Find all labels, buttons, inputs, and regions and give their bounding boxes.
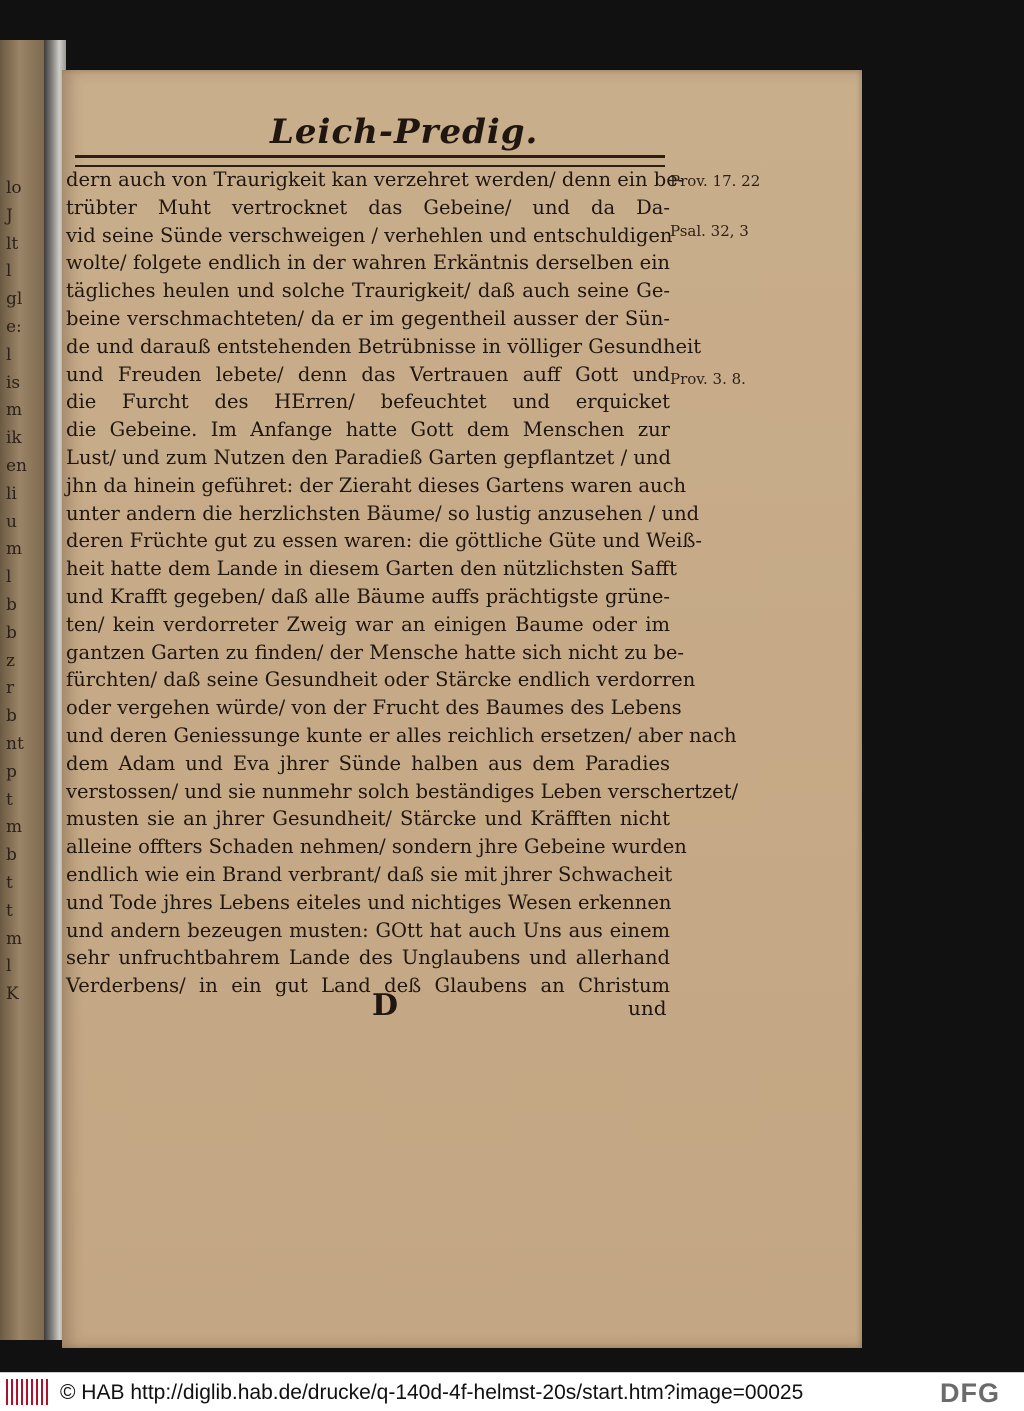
text-line: wolte/ folgete endlich in der wahren Erkäntnis derselben ein <box>66 251 670 275</box>
left-page-fragment: l <box>6 344 12 365</box>
previous-page-edge <box>0 40 44 1340</box>
text-line: sehr unfruchtbahrem Lande des Unglaubens und allerhand <box>66 946 670 970</box>
left-page-fragment: e: <box>6 317 22 337</box>
left-page-fragment: m <box>6 928 23 949</box>
footer-bar <box>0 1372 1024 1411</box>
left-page-fragment: t <box>6 789 13 810</box>
left-page-fragment: t <box>6 873 13 893</box>
left-page-fragment: p <box>6 761 17 782</box>
left-page-fragment: b <box>6 595 17 615</box>
left-page-fragment: z <box>6 650 15 671</box>
text-line: verstossen/ und sie nunmehr solch beständiges Leben verschertzet/ <box>66 779 739 803</box>
catchword: und <box>628 996 667 1020</box>
text-line: jhn da hinein geführet: der Zieraht dieses Gartens waren auch <box>66 473 687 497</box>
text-line: vid seine Sünde verschweigen / verhehlen und entschuldigen <box>66 223 673 247</box>
text-line: Lust/ und zum Nutzen den Paradieß Garten gepflantzet / und <box>66 445 671 469</box>
left-page-fragment: gl <box>6 289 23 310</box>
left-page-fragment: lt <box>6 233 19 254</box>
left-page-fragment: nt <box>6 734 24 754</box>
copyright-link[interactable]: © HAB http://diglib.hab.de/drucke/q-140d-4f-helmst-20s/start.htm?image=00025 <box>60 1381 804 1404</box>
left-page-fragment: J <box>6 205 13 226</box>
margin-note-2: Psal. 32, 3 <box>670 222 749 240</box>
left-page-fragment: li <box>6 483 17 504</box>
text-line: oder vergehen würde/ von der Frucht des Baumes des Lebens <box>66 696 682 720</box>
text-line: fürchten/ daß seine Gesundheit oder Stärcke endlich verdorren <box>66 668 696 692</box>
left-page-fragment: en <box>6 456 28 476</box>
text-line: de und darauß entstehenden Betrübnisse in völliger Gesundheit <box>66 334 702 358</box>
left-page-fragment: m <box>6 817 23 838</box>
left-page-fragment: t <box>6 900 13 921</box>
text-line: tägliches heulen und solche Traurigkeit/ daß auch seine Ge- <box>66 279 670 303</box>
signature-mark: D <box>372 988 399 1023</box>
text-line: und deren Geniessunge kunte er alles reichlich ersetzen/ aber nach <box>66 723 737 747</box>
left-page-fragment: l <box>6 261 12 282</box>
text-line: gantzen Garten zu finden/ der Mensche hatte sich nicht zu be- <box>66 640 684 664</box>
text-line: und Freuden lebete/ denn das Vertrauen auff Gott und <box>66 362 670 386</box>
left-page-fragment: b <box>6 706 17 727</box>
left-page-fragment: r <box>6 678 15 699</box>
text-line: endlich wie ein Brand verbrant/ daß sie mit jhrer Schwacheit <box>66 862 673 886</box>
left-page-fragment: m <box>6 400 23 421</box>
text-line: beine verschmachteten/ da er im gegentheil ausser der Sün- <box>66 306 670 330</box>
text-line: und Tode jhres Lebens eiteles und nichtiges Wesen erkennen <box>66 890 672 914</box>
text-line: und Krafft gegeben/ daß alle Bäume auffs prächtigste grüne- <box>66 584 670 608</box>
left-page-fragment: b <box>6 622 17 643</box>
text-line: alleine offters Schaden nehmen/ sondern jhre Gebeine wurden <box>66 835 687 859</box>
margin-note-1: Prov. 17. 22 <box>670 172 761 190</box>
left-page-fragment: m <box>6 539 23 560</box>
text-line: musten sie an jhrer Gesundheit/ Stärcke und Kräfften nicht <box>66 807 670 831</box>
text-line: dem Adam und Eva jhrer Sünde halben aus dem Paradies <box>66 751 670 775</box>
text-line: dern auch von Traurigkeit kan verzehret werden/ denn ein be- <box>66 168 685 191</box>
dfg-logo: DFG <box>940 1378 1000 1408</box>
text-line: unter andern die herzlichsten Bäume/ so lustig anzusehen / und <box>66 501 700 525</box>
left-page-fragment: l <box>6 567 12 588</box>
left-page-fragment: lo <box>6 178 22 198</box>
text-line: die Gebeine. Im Anfange hatte Gott dem Menschen zur <box>66 418 670 442</box>
left-page-fragment: u <box>6 511 17 532</box>
text-line: heit hatte dem Lande in diesem Garten den nützlichsten Safft <box>66 557 677 581</box>
left-page-fragment: b <box>6 845 17 866</box>
text-line: Verderbens/ in ein gut Land deß Glaubens an Christum <box>66 974 670 998</box>
text-line: und andern bezeugen musten: GOtt hat auch Uns aus einem <box>66 918 670 942</box>
margin-note-3: Prov. 3. 8. <box>670 370 746 388</box>
text-line: deren Früchte gut zu essen waren: die göttliche Güte und Weiß- <box>66 529 702 553</box>
left-page-fragment: K <box>6 984 19 1005</box>
left-page-fragment: ik <box>6 428 22 449</box>
text-line: die Furcht des HErren/ befeuchtet und erquicket <box>66 390 670 414</box>
text-line: trübter Muht vertrocknet das Gebeine/ und da Da- <box>66 195 670 219</box>
left-page-fragment: l <box>6 956 12 977</box>
running-head: Leich-Predig. <box>270 112 539 152</box>
hab-logo-icon <box>6 1379 48 1405</box>
text-line: ten/ kein verdorreter Zweig war an einigen Baume oder im <box>66 612 670 636</box>
left-page-fragment: is <box>6 372 21 393</box>
